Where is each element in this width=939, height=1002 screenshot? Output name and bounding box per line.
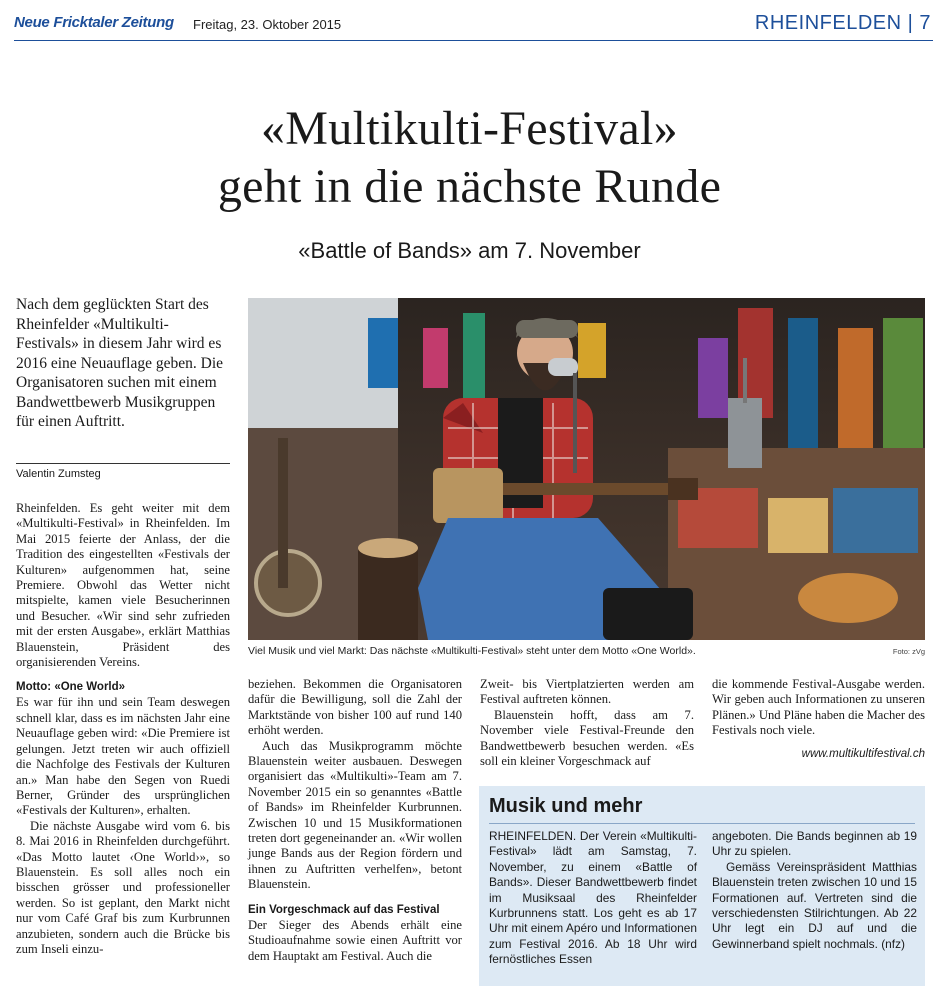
paragraph: die kommende Festival-Ausgabe werden. Wir geben auch Informationen zu unseren Plänen.» Und Pläne haben die Macher des Festivals noch viele.: [712, 677, 925, 738]
paragraph: Es war für ihn und sein Team deswegen schnell klar, dass es im nächsten Jahr eine Neuauflage geben wird: «Die Premiere ist gelungen. Jetzt treten wir auch offiziell die Nachfolge des Festivals der Kulturen an.» Man habe den Segen von Ruedi Berner, Gründer des ursprünglichen «Festivals der Kulturen», erhalten.: [16, 695, 230, 818]
paragraph: Gemäss Vereinspräsident Matthias Blauenstein treten zwischen 10 und 15 Formationen auf. Vertreten sind die verschiedensten Stilrichtungen. Ab 22 Uhr legt ein DJ auf und die Gewinnerband spielt nochmals. (nfz): [712, 859, 917, 951]
headline-line-2: geht in die nächste Runde: [217, 160, 722, 213]
info-box-divider: [489, 823, 915, 824]
byline: Valentin Zumsteg: [16, 463, 230, 480]
paragraph: angeboten. Die Bands beginnen ab 19 Uhr zu spielen.: [712, 829, 917, 859]
photo-credit: Foto: zVg: [892, 647, 925, 656]
newspaper-logo: Neue Fricktaler Zeitung: [14, 14, 174, 31]
headline-line-1: «Multikulti-Festival»: [261, 102, 678, 155]
subheading-motto: Motto: «One World»: [16, 681, 126, 694]
paragraph: Zweit- bis Viertplatzierten werden am Festival auftreten können.: [480, 677, 694, 707]
article-column-3: [480, 677, 694, 769]
article-photo: [248, 298, 925, 640]
info-box-title: Musik und mehr: [489, 795, 643, 817]
paragraph: beziehen. Bekommen die Organisatoren dafür die Bewilligung, soll die Zahl der Marktstände von bisher 100 auf rund 140 erhöht werden.: [248, 677, 462, 738]
info-box-column-2: [712, 829, 917, 952]
info-box-column-1: RHEINFELDEN. Der Verein «Multikulti-Festival» lädt am Samstag, 7. November, zu einem «Battle of Bands». Dieser Bandwettbewerb findet im Musiksaal des Rheinfelder Kurbrunnens statt. Los geht es ab 17 Uhr mit einem Apéro und Informationen zum Festival 2016. Ab 18 Uhr wird fernöstliches Essen: [489, 829, 697, 967]
masthead-divider: [14, 40, 933, 41]
subheading-vorgeschmack: Ein Vorgeschmack auf das Festival: [248, 903, 440, 916]
paragraph: Rheinfelden. Es geht weiter mit dem «Multikulti-Festival» in Rheinfelden. Im Mai 2015 feierte der Anlass, der die Tradition des eingestellten «Festivals der Kulturen» aufgenommen hat, seine Premiere. Obwohl das Wetter nicht mitspielte, kamen viele Besucherinnen und Besucher. «Wir sind sehr zufrieden mit der ersten Ausgabe», erklärt Matthias Blauenstein, Präsident des organisierenden Vereins.: [16, 501, 230, 670]
headline: [0, 100, 939, 216]
musician-photo-illustration: [248, 298, 925, 640]
article-column-4: [712, 677, 925, 762]
paragraph: Auch das Musikprogramm möchte Blauenstein weiter ausbauen. Deswegen organisiert das «Multikulti»-Team am 7. November 2015 ein so genanntes «Battle of Bands» im Rheinfelder Kurbrunnen. Zwischen 10 und 15 Musikformationen treten dort gegeneinander an. «Wir wollen junge Bands aus der Region fördern und ihnen zu Auftritten verhelfen», betont Blauenstein.: [248, 738, 462, 892]
subheadline: «Battle of Bands» am 7. November: [298, 238, 641, 263]
photo-caption: Viel Musik und viel Markt: Das nächste «Multikulti-Festival» steht unter dem Motto «One World».: [248, 645, 696, 657]
section-page-label: RHEINFELDEN | 7: [754, 12, 931, 34]
lead-paragraph: Nach dem geglückten Start des Rheinfelder «Multikulti-Festivals» in diesem Jahr wird es 2016 eine Neuauflage geben. Die Organisatoren suchen mit einem Bandwettbewerb Musikgruppen für einen Auftritt.: [16, 296, 224, 430]
article-column-2: [248, 677, 462, 964]
article-column-1: [16, 501, 230, 957]
paragraph: Blauenstein hofft, dass am 7. November viele Festival-Freunde den Bandwettbewerb besuchen werden. «Es soll ein kleiner Vorgeschmack auf: [480, 707, 694, 769]
paragraph: Die nächste Ausgabe wird vom 6. bis 8. Mai 2016 in Rheinfelden durchgeführt. «Das Motto lautet ‹One World›», so Blauenstein. Es soll alles noch ein bisschen grösser und professioneller werden. So ist geplant, den Markt nicht nur vom Café Graf bis zum Kurbrunnen anzubieten, sondern auch die Brücke bis zum Inseli einzu-: [16, 818, 230, 956]
paragraph: Der Sieger des Abends erhält eine Studioaufnahme sowie einen Auftritt vor dem Hauptakt am Festival. Auch die: [248, 917, 462, 963]
issue-date: Freitag, 23. Oktober 2015: [193, 17, 342, 32]
website-link[interactable]: www.multikultifestival.ch: [801, 747, 925, 760]
